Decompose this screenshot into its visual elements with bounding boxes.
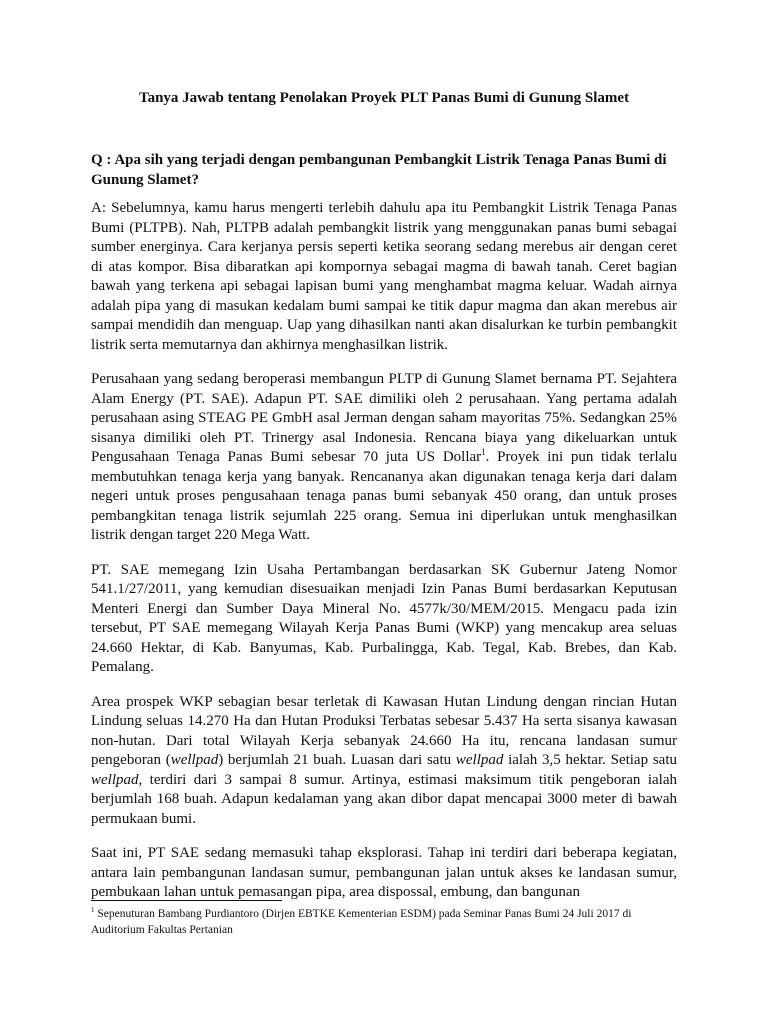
footnote-reference[interactable]: 1: [481, 447, 486, 457]
document-body: [91, 199, 677, 918]
company-paragraph: [91, 370, 677, 546]
wellpad-term: wellpad: [455, 752, 504, 768]
exploration-paragraph: Saat ini, PT SAE sedang memasuki tahap eksplorasi. Tahap ini terdiri dari beberapa kegiatan, antara lain pembangunan landasan sumur, pembangunan jalan untuk akses ke landasan sumur, pembukaan lahan untuk pemasangan pipa, area dispossal, embung, dan bangunan: [91, 845, 677, 900]
question-heading: Q : Apa sih yang terjadi dengan pembangunan Pembangkit Listrik Tenaga Panas Bumi di Gunung Slamet?: [91, 152, 667, 188]
prospect-text-part4: , terdiri dari 3 sampai 8 sumur. Artinya, estimasi maksimum titik pengeboran ialah berjumlah 168 buah. Adapun kedalaman yang akan dibor dapat mencapai 3000 meter di bawah permukaan bumi.: [91, 771, 677, 827]
footnote-text: Sepenuturan Bambang Purdiantoro (Dirjen EBTKE Kementerian ESDM) pada Seminar Panas Bumi 24 Juli 2017 di Auditorium Fakultas Pertanian: [91, 908, 632, 936]
company-text-part2: . Proyek ini pun tidak terlalu membutuhkan tenaga kerja yang banyak. Rencananya akan digunakan tenaga kerja dari dalam negeri untuk proses pengusahaan tenaga panas bumi sebanyak 450 orang, dan untuk proses pembangkitan tenaga listrik sejumlah 225 orang. Semua ini diperlukan untuk menghasilkan listrik dengan target 220 Mega Watt.: [91, 449, 678, 543]
document-title: Tanya Jawab tentang Penolakan Proyek PLT Panas Bumi di Gunung Slamet: [138, 90, 630, 106]
company-text-part1: Perusahaan yang sedang beroperasi membangun PLTP di Gunung Slamet bernama PT. Sejahtera Alam Energy (PT. SAE). Adapun PT. SAE dimiliki oleh 2 perusahaan. Yang pertama adalah perusahaan asing STEAG PE GmbH asal Jerman dengan saham mayoritas 75%. Sedangkan 25% sisanya dimiliki oleh PT. Trinergy asal Indonesia. Rencana biaya yang dikeluarkan untuk Pengusahaan Tenaga Panas Bumi sebesar 70 juta US Dollar: [91, 371, 677, 465]
wellpad-term: wellpad: [170, 752, 219, 768]
answer-paragraph: A: Sebelumnya, kamu harus mengerti terlebih dahulu apa itu Pembangkit Listrik Tenaga Panas Bumi (PLTPB). Nah, PLTPB adalah pembangkit listrik yang menggunakan panas bumi sebagai sumber energinya. Cara kerjanya persis seperti ketika seorang sedang merebus air dengan ceret di atas kompor. Bisa dibaratkan api kompornya sebagai magma di bawah tanah. Ceret bagian bawah yang terkena api sebagai lapisan bumi yang menghambat magma keluar. Wadah airnya adalah pipa yang di masukan kedalam bumi sampai ke titik dapur magma dan akan merebus air sampai mendidih dan menguap. Uap yang dihasilkan nanti akan disalurkan ke turbin pembangkit listrik serta memutarnya dan akhirnya menghasilkan listrik.: [91, 200, 677, 353]
footnote: [91, 906, 677, 938]
footnote-divider: [91, 900, 282, 901]
prospect-text-part1: Area prospek WKP sebagian besar terletak di Kawasan Hutan Lindung dengan rincian Hutan Lindung seluas 14.270 Ha dan Hutan Produksi Terbatas sebesar 5.437 Ha serta sisanya kawasan non-hutan. Dari total Wilayah Kerja sebanyak 24.660 Ha itu, rencana landasan sumur pengeboran (: [91, 693, 677, 768]
footnote-number: 1: [91, 906, 95, 915]
license-paragraph: PT. SAE memegang Izin Usaha Pertambangan berdasarkan SK Gubernur Jateng Nomor 541.1/27/2011, yang kemudian disesuaikan menjadi Izin Panas Bumi berdasarkan Keputusan Menteri Energi dan Sumber Daya Mineral No. 4577k/30/MEM/2015. Mengacu pada izin tersebut, PT SAE memegang Wilayah Kerja Panas Bumi (WKP) yang mencakup area seluas 24.660 Hektar, di Kab. Banyumas, Kab. Purbalingga, Kab. Tegal, Kab. Brebes, dan Kab. Pemalang.: [91, 561, 677, 675]
prospect-text-part2: ) berjumlah 21 buah. Luasan dari satu: [218, 752, 456, 768]
wellpad-term: wellpad: [91, 771, 139, 788]
prospect-area-paragraph: [91, 693, 677, 830]
prospect-text-part3: ialah 3,5 hektar. Setiap satu: [503, 752, 677, 768]
